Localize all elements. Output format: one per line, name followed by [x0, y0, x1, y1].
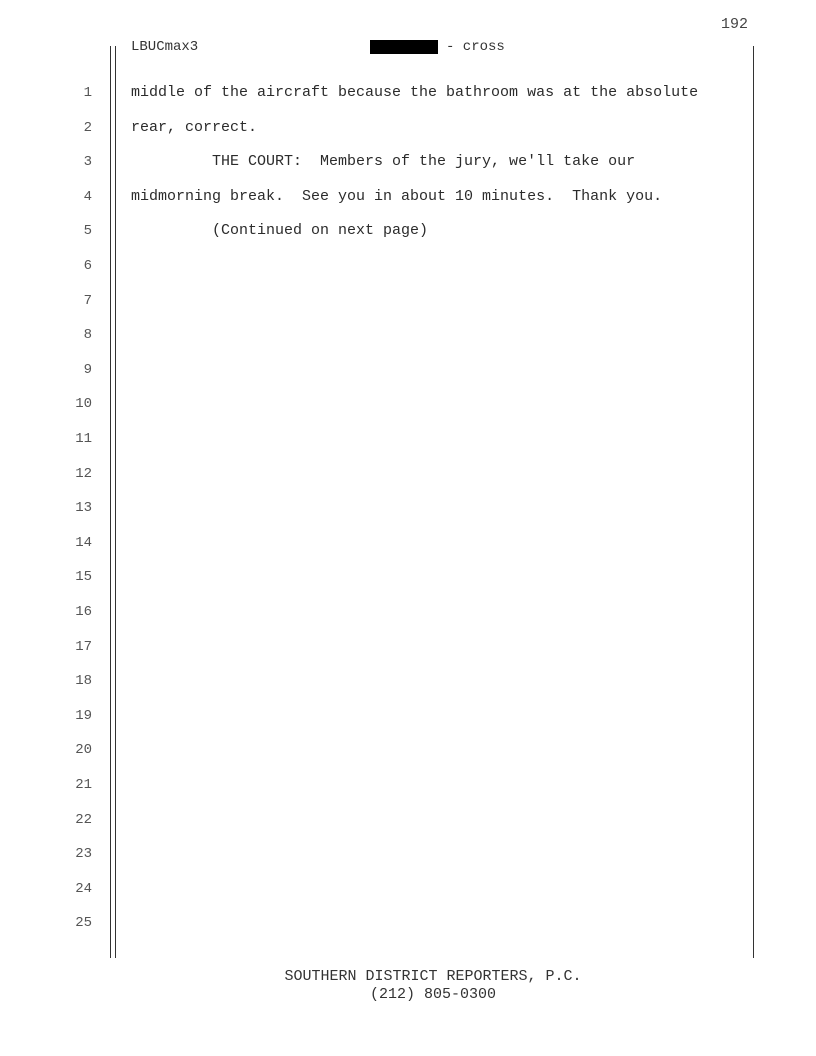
line-number: 19: [75, 708, 92, 724]
header-examination-type: - cross: [446, 39, 505, 55]
line-number: 1: [83, 85, 92, 101]
line-number: 5: [83, 223, 92, 239]
line-number: 24: [75, 881, 92, 897]
line-number: 21: [75, 777, 92, 793]
footer: [0, 968, 816, 1004]
line-number: 12: [75, 466, 92, 482]
line-number: 23: [75, 846, 92, 862]
line-number: 17: [75, 639, 92, 655]
line-number: 15: [75, 569, 92, 585]
line-number: 8: [83, 327, 92, 343]
transcript-line: THE COURT: Members of the jury, we'll take our: [131, 153, 636, 170]
footer-phone: (212) 805-0300: [369, 986, 497, 1003]
footer-reporter-name: SOUTHERN DISTRICT REPORTERS, P.C.: [284, 968, 582, 985]
line-number: 20: [75, 742, 92, 758]
line-number: 14: [75, 535, 92, 551]
line-number: 4: [83, 189, 92, 205]
line-number: 16: [75, 604, 92, 620]
left-margin-rule: [110, 46, 111, 958]
line-number: 2: [83, 120, 92, 136]
transcript-line: (Continued on next page): [131, 222, 429, 239]
right-margin-rule: [753, 46, 754, 958]
line-number: 6: [83, 258, 92, 274]
header-case-id: LBUCmax3: [131, 39, 199, 55]
transcript-line: midmorning break. See you in about 10 minutes. Thank you.: [131, 188, 663, 205]
transcript-line: middle of the aircraft because the bathroom was at the absolute: [131, 84, 699, 101]
line-number: 9: [83, 362, 92, 378]
page-number: 192: [720, 16, 748, 33]
line-number: 13: [75, 500, 92, 516]
line-number: 18: [75, 673, 92, 689]
line-number: 25: [75, 915, 92, 931]
header-witness: [370, 39, 505, 55]
line-number: 22: [75, 812, 92, 828]
line-number: 11: [75, 431, 92, 447]
left-margin-rule-inner: [115, 46, 116, 958]
redaction-box: [370, 40, 438, 54]
line-number: 7: [83, 293, 92, 309]
line-number: 10: [75, 396, 92, 412]
transcript-line: rear, correct.: [131, 119, 258, 136]
line-number: 3: [83, 154, 92, 170]
